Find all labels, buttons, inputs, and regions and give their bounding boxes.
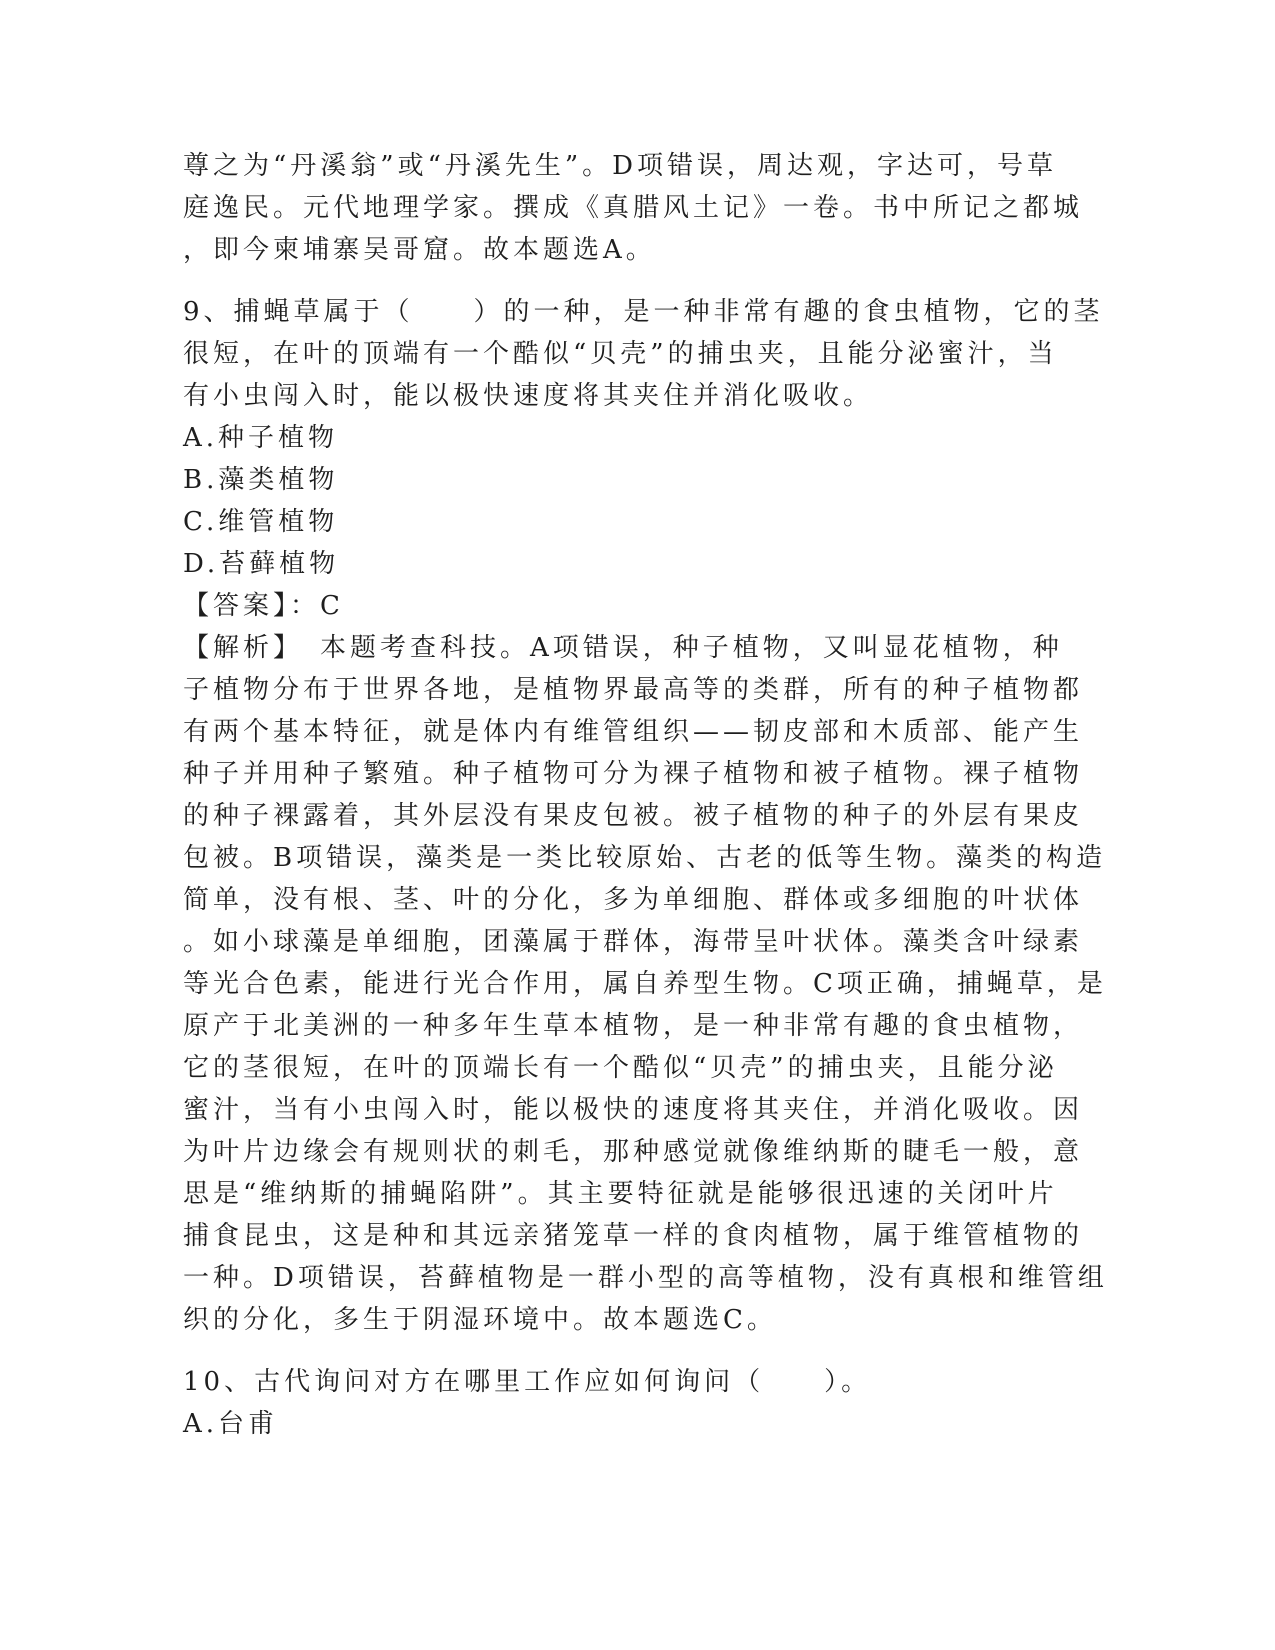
question-stem-line: 9、捕蝇草属于（ ）的一种，是一种非常有趣的食虫植物，它的茎 <box>183 297 1104 327</box>
analysis-line: 的种子裸露着，其外层没有果皮包被。被子植物的种子的外层有果皮 <box>183 801 1084 831</box>
analysis-line: 一种。D项错误，苔藓植物是一群小型的高等植物，没有真根和维管组 <box>183 1263 1108 1293</box>
analysis-line: 思是“维纳斯的捕蝇陷阱”。其主要特征就是能够很迅速的关闭叶片 <box>183 1179 1058 1209</box>
option-a: A.台甫 <box>183 1409 279 1439</box>
analysis-line: 等光合色素，能进行光合作用，属自养型生物。C项正确，捕蝇草，是 <box>183 969 1107 999</box>
question-10 <box>183 1361 1083 1445</box>
answer: 【答案】：C <box>183 591 344 621</box>
text-line: ，即今柬埔寨吴哥窟。故本题选A。 <box>183 235 656 265</box>
question-9 <box>183 291 1108 1341</box>
option-b: B.藻类植物 <box>183 465 339 495</box>
text-line: 庭逸民。元代地理学家。撰成《真腊风土记》一卷。书中所记之都城 <box>183 193 1084 223</box>
document-page <box>183 145 1108 1445</box>
option-c: C.维管植物 <box>183 507 339 537</box>
prev-explanation <box>183 145 1083 271</box>
option-a: A.种子植物 <box>183 423 339 453</box>
analysis-line: 蜜汁，当有小虫闯入时，能以极快的速度将其夹住，并消化吸收。因 <box>183 1095 1084 1125</box>
question-stem-line: 有小虫闯入时，能以极快速度将其夹住并消化吸收。 <box>183 381 874 411</box>
analysis-line: 【解析】 本题考查科技。A项错误，种子植物，又叫显花植物，种 <box>183 633 1063 663</box>
question-stem-line: 10、古代询问对方在哪里工作应如何询问（ ）。 <box>183 1367 872 1397</box>
analysis-line: 为叶片边缘会有规则状的刺毛，那种感觉就像维纳斯的睫毛一般，意 <box>183 1137 1084 1167</box>
analysis-line: 捕食昆虫，这是种和其远亲猪笼草一样的食肉植物，属于维管植物的 <box>183 1221 1084 1251</box>
question-stem-line: 很短，在叶的顶端有一个酷似“贝壳”的捕虫夹，且能分泌蜜汁，当 <box>183 339 1058 369</box>
option-d: D.苔藓植物 <box>183 549 340 579</box>
analysis-line: 种子并用种子繁殖。种子植物可分为裸子植物和被子植物。裸子植物 <box>183 759 1084 789</box>
analysis-line: 原产于北美洲的一种多年生草本植物，是一种非常有趣的食虫植物， <box>183 1011 1084 1041</box>
analysis <box>183 627 1108 1341</box>
analysis-line: 包被。B项错误，藻类是一类比较原始、古老的低等生物。藻类的构造 <box>183 843 1107 873</box>
analysis-line: 。如小球藻是单细胞，团藻属于群体，海带呈叶状体。藻类含叶绿素 <box>183 927 1084 957</box>
analysis-line: 有两个基本特征，就是体内有维管组织——韧皮部和木质部、能产生 <box>183 717 1084 747</box>
text-line: 尊之为“丹溪翁”或“丹溪先生”。D项错误，周达观，字达可，号草 <box>183 151 1058 181</box>
analysis-line: 子植物分布于世界各地，是植物界最高等的类群，所有的种子植物都 <box>183 675 1084 705</box>
analysis-line: 简单，没有根、茎、叶的分化，多为单细胞、群体或多细胞的叶状体 <box>183 885 1084 915</box>
analysis-line: 它的茎很短，在叶的顶端长有一个酷似“贝壳”的捕虫夹，且能分泌 <box>183 1053 1058 1083</box>
analysis-line: 织的分化，多生于阴湿环境中。故本题选C。 <box>183 1305 777 1335</box>
